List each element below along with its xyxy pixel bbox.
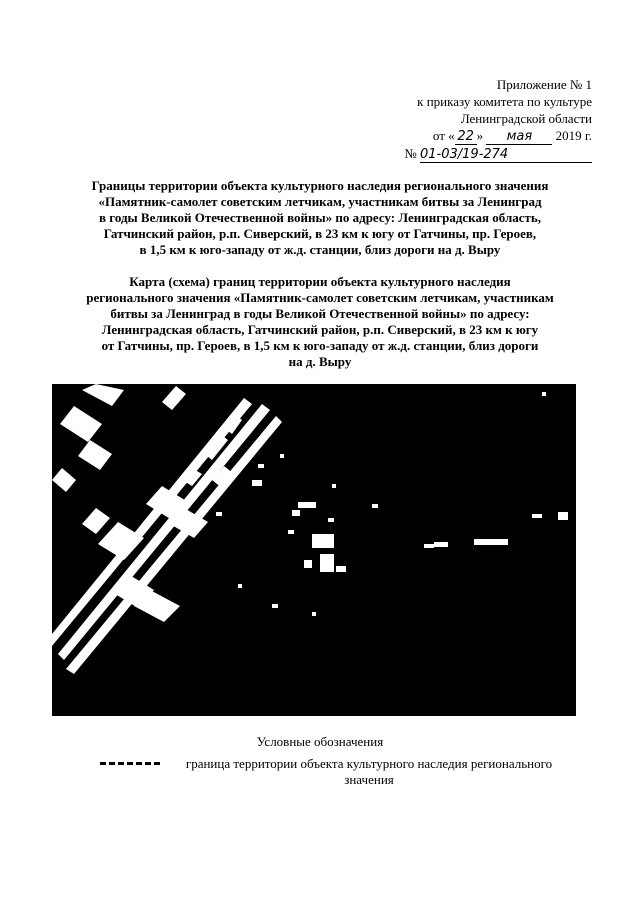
appendix-line-3: Ленинградской области [460, 111, 592, 126]
map-title-line: Карта (схема) границ территории объекта культурного наследия [129, 274, 511, 289]
title-line: «Памятник-самолет советским летчикам, участникам битвы за Ленинград [98, 194, 542, 209]
title-line: в годы Великой Отечественной войны» по адресу: Ленинградская область, [98, 210, 542, 225]
map-title [40, 274, 600, 370]
appendix-line-2: к приказу комитета по культуре [417, 94, 592, 109]
map-title-line: регионального значения «Памятник-самолет советским летчикам, участникам [86, 290, 554, 305]
legend-text-line-2: значения [344, 772, 394, 787]
dashed-line-symbol [100, 762, 160, 765]
map-title-line: Ленинградская область, Гатчинский район, р.п. Сиверский, в 23 км к югу [101, 322, 539, 337]
title-line: Гатчинский район, р.п. Сиверский, в 23 км к югу от Гатчины, пр. Героев, [103, 226, 537, 241]
date-prefix: от « [432, 128, 455, 143]
map-title-line: от Гатчины, пр. Героев, в 1,5 км к юго-западу от ж.д. станции, близ дороги [101, 338, 539, 353]
date-mid: » [476, 128, 484, 143]
date-day: 22 [455, 130, 477, 145]
legend-title: Условные обозначения [256, 734, 384, 749]
date-month: мая [486, 130, 552, 145]
satellite-map-image [52, 384, 576, 716]
number-value: 01-03/19-274 [420, 148, 592, 163]
map-title-line: на д. Выру [288, 354, 352, 369]
order-number [292, 145, 592, 163]
appendix-line-1: Приложение № 1 [496, 77, 592, 92]
number-prefix: № [404, 146, 417, 161]
legend-item-boundary [100, 756, 580, 788]
map-title-line: битвы за Ленинград в годы Великой Отечественной войны» по адресу: [110, 306, 530, 321]
document-title [40, 178, 600, 258]
date-year: 2019 г. [555, 128, 592, 143]
satellite-map-svg [52, 384, 576, 716]
order-date [292, 127, 592, 145]
appendix-block [292, 76, 592, 163]
title-line: Границы территории объекта культурного наследия регионального значения [91, 178, 549, 193]
legend-text-line-1: граница территории объекта культурного наследия регионального [185, 756, 553, 771]
title-line: в 1,5 км к юго-западу от ж.д. станции, близ дороги на д. Выру [139, 242, 501, 257]
legend-item-text [164, 756, 574, 788]
